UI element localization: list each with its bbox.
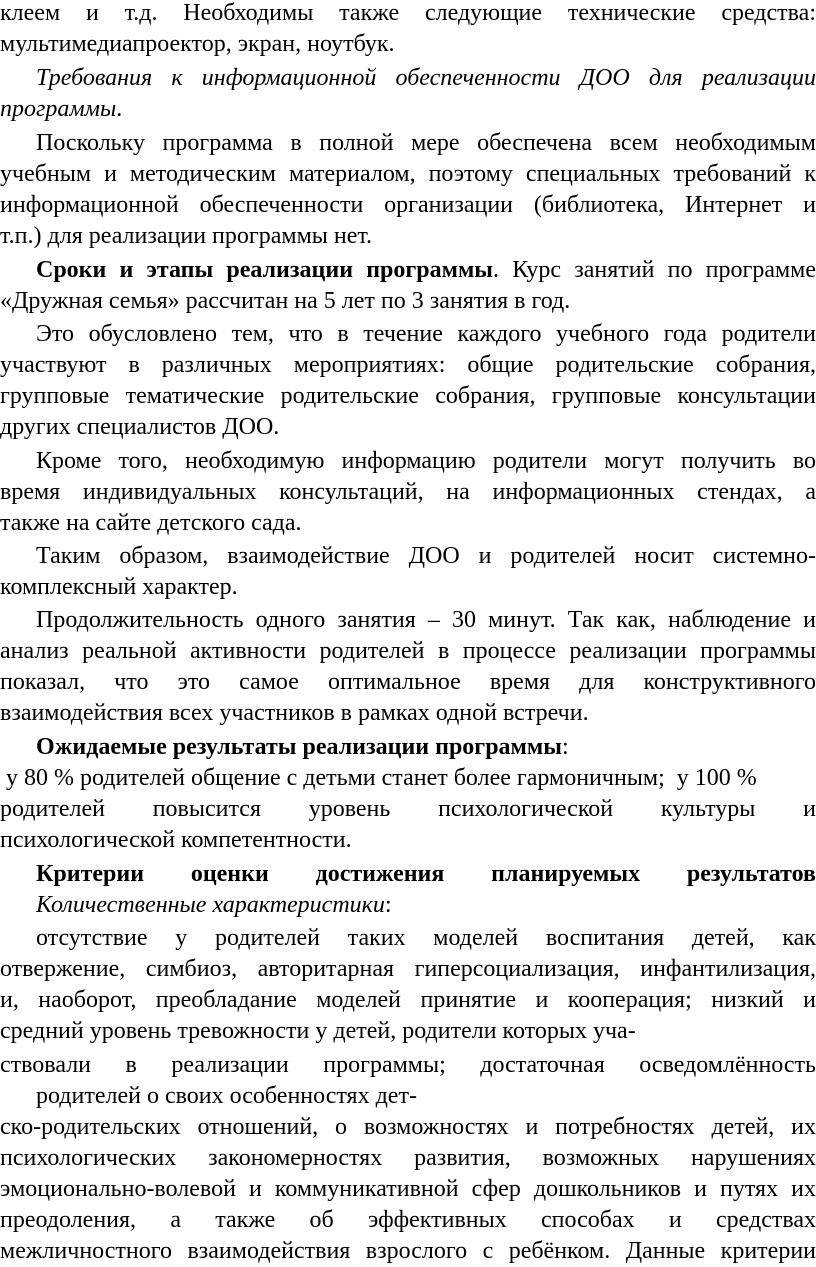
- text-line: [0, 1049, 816, 1081]
- text-span: также на сайте детского сада.: [0, 510, 302, 536]
- text-line: [0, 953, 816, 985]
- text-line: [0, 0, 816, 29]
- text-span: других специалистов ДОО.: [0, 414, 280, 440]
- text-span: программы: [0, 96, 117, 122]
- text-span: межличностного взаимодействия взрослого с ребёнком. Данные критерии: [0, 1238, 816, 1264]
- text-line: [0, 666, 816, 698]
- text-span: Сроки и этапы реализации программы: [36, 257, 494, 283]
- text-span: взаимодействия всех участников в рамках одной встречи.: [0, 700, 589, 726]
- text-line: [0, 380, 816, 412]
- text-line: [0, 507, 816, 539]
- section-heading-italic: [0, 62, 816, 94]
- text-span: время индивидуальных консультаций, на информационных стендах, а: [0, 479, 816, 505]
- text-span: анализ реальной активности родителей в процессе реализации программы: [0, 638, 816, 664]
- text-span: т.п.) для реализации программы нет.: [0, 223, 373, 249]
- text-line: [0, 1111, 816, 1143]
- text-span: у 80 % родителей общение с детьми станет более гармоничным; у 100 %: [0, 765, 757, 791]
- paragraph-start: [0, 254, 816, 286]
- text-line: [0, 28, 816, 60]
- text-line: [0, 158, 816, 190]
- text-span: родителей о своих особенностях дет-: [36, 1083, 417, 1109]
- text-span: родителей повысится уровень психологической культуры и: [0, 796, 816, 822]
- text-span: клеем и т.д. Необходимы также следующие технические средства:: [0, 0, 816, 26]
- text-line: [0, 1142, 816, 1174]
- text-span: Критерии оценки достижения планируемых результатов: [36, 861, 816, 887]
- text-span: учебным и методическим материалом, поэтому специальных требований к: [0, 161, 816, 187]
- text-span: Кроме того, необходимую информацию родители могут получить во: [36, 448, 816, 474]
- text-span: ствовали в реализации программы; достаточная осведомлённость: [0, 1052, 816, 1078]
- subheading-italic: [0, 889, 816, 921]
- text-span: Ожидаемые результаты реализации программы: [36, 734, 562, 760]
- text-span: отвержение, симбиоз, авторитарная гиперсоциализация, инфантилизация,: [0, 956, 816, 982]
- text-span: психологических закономерностях развития, возможных нарушениях: [0, 1145, 816, 1171]
- text-span: групповые тематические родительские собрания, групповые консультации: [0, 383, 816, 409]
- text-span: Требования к информационной обеспеченности ДОО для реализации: [36, 65, 816, 91]
- text-line: [0, 1080, 816, 1112]
- text-span: Количественные характеристики: [36, 892, 385, 918]
- text-span: Продолжительность одного занятия – 30 минут. Так как, наблюдение и: [36, 607, 816, 633]
- text-line: [0, 220, 816, 252]
- paragraph-start: [0, 604, 816, 636]
- paragraph-start: [0, 922, 816, 954]
- section-heading: [0, 858, 816, 890]
- text-span: психологической компетентности.: [0, 827, 352, 853]
- text-span: «Дружная семья» рассчитан на 5 лет по 3 занятия в год.: [0, 288, 571, 314]
- text-span: средний уровень тревожности у детей, родители которых уча-: [0, 1018, 636, 1044]
- text-line: [0, 762, 816, 794]
- text-span: информационной обеспеченности организации (библиотека, Интернет и: [0, 192, 816, 218]
- text-line: [0, 1173, 816, 1205]
- paragraph-start: [0, 127, 816, 159]
- text-span: .: [116, 96, 123, 122]
- text-span: и, наоборот, преобладание моделей принятие и кооперация; низкий и: [0, 987, 816, 1013]
- section-heading: [0, 731, 816, 763]
- text-line: [0, 93, 816, 125]
- text-line: [0, 349, 816, 381]
- paragraph-start: [0, 445, 816, 477]
- text-line: [0, 476, 816, 508]
- text-span: :: [561, 734, 569, 760]
- text-span: Поскольку программа в полной мере обеспечена всем необходимым: [36, 130, 816, 156]
- text-line: [0, 1204, 816, 1236]
- paragraph-start: [0, 540, 816, 572]
- text-line: [0, 984, 816, 1016]
- text-line: [0, 697, 816, 729]
- paragraph-start: [0, 318, 816, 350]
- text-span: комплексный характер.: [0, 574, 238, 600]
- text-line: [0, 1235, 816, 1267]
- text-span: участвуют в различных мероприятиях: общие родительские собрания,: [0, 352, 816, 378]
- text-line: [0, 635, 816, 667]
- text-span: отсутствие у родителей таких моделей воспитания детей, как: [36, 925, 816, 951]
- text-span: . Курс занятий по программе: [493, 257, 816, 283]
- text-line: [0, 824, 816, 856]
- text-line: [0, 285, 816, 317]
- text-span: :: [384, 892, 392, 918]
- text-line: [0, 1015, 816, 1047]
- text-line: [0, 793, 816, 825]
- text-line: [0, 189, 816, 221]
- text-line: [0, 571, 816, 603]
- text-span: мультимедиапроектор, экран, ноутбук.: [0, 31, 395, 57]
- text-span: ско-родительских отношений, о возможностях и потребностях детей, их: [0, 1114, 816, 1140]
- text-span: показал, что это самое оптимальное время для конструктивного: [0, 669, 816, 695]
- text-span: эмоционально-волевой и коммуникативной сфер дошкольников и путях их: [0, 1176, 816, 1202]
- text-line: [0, 411, 816, 443]
- text-span: преодоления, а также об эффективных способах и средствах: [0, 1207, 816, 1233]
- text-span: Таким образом, взаимодействие ДОО и родителей носит системно-: [36, 543, 816, 569]
- text-span: Это обусловлено тем, что в течение каждого учебного года родители: [36, 321, 816, 347]
